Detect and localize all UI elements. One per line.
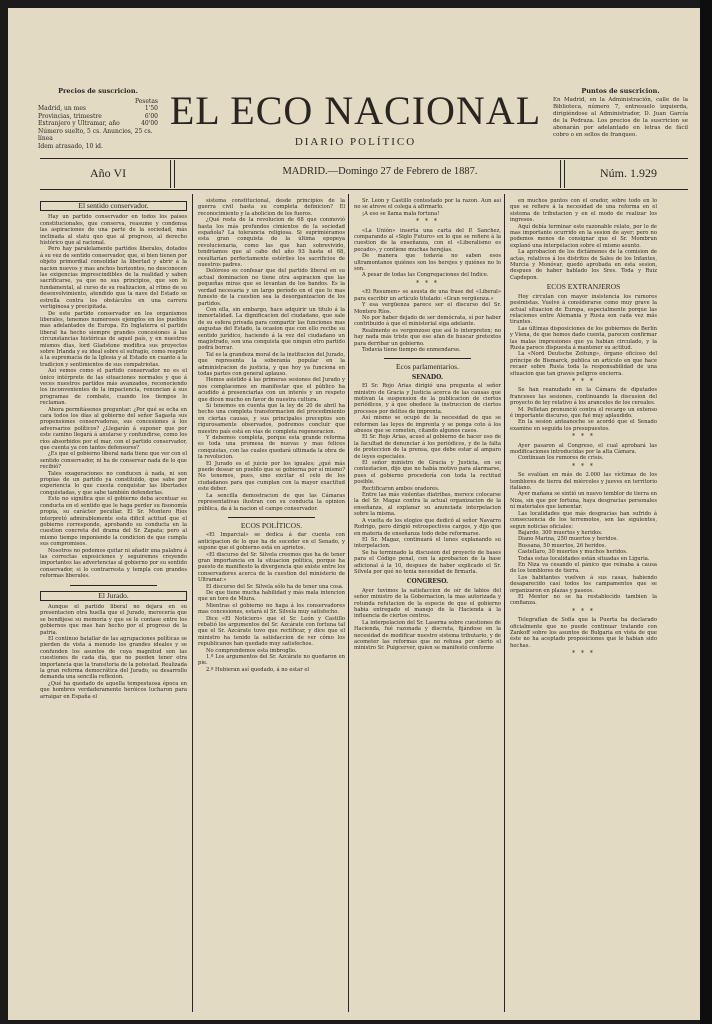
article-paragraph: No comprendemos esta imbroglio.	[206, 647, 297, 654]
asterism-separator: * * *	[572, 462, 595, 470]
article-paragraph: en muchos puntos con el orador, sobre todo en lo que se refiere á la necesidad de una reforma en el sistema de tributacion y en el modo de realizar los ingresos.	[510, 198, 657, 224]
asterism-separator: * * *	[572, 377, 595, 385]
asterism-separator: * * *	[572, 433, 595, 441]
newspaper-page	[8, 8, 700, 1020]
article-paragraph: De manera que todavía no saben esos ultramontanos quiénes son los herejes y quiénes no lo son.	[354, 253, 501, 273]
article-paragraph: Aunque el partido liberal no dejara en su presentacion otra huella que el Jurado, merecería que se bendijese su memoria y que se le contase entre los gobiernos que mas han hecho por el progreso de la patria.	[40, 603, 187, 636]
article-paragraph: 1.º Los argumentos del Sr. Azcárate no quedaron en pie.	[198, 654, 345, 667]
article-paragraph: De este partido conservador en los organismos liberales, tenemos numerosos ejemplos en los pueblos mas adelantados de Europa. En Inglaterra el partido liberal ha hecho siempre grandes concesiones á las circunstancias históricas de aquel país, y en nuestros mismos dias, lord Gladstone modifica sus proyectos sobre Irlanda y su ideal sobre el sufragio, como respeto á la supremacía de la Iglesia y al Estado en cuanto á la tradicion y sentimientos de sus compatriotas.	[40, 310, 187, 368]
article-paragraph: Dolóroso es confesar que del partido liberal en su actual dominacion no tiene otra aspiracion que las pequeñas miras que se levantan de los bandos. Es la verdad necesaria y un largo período en el que lo mas funesto de la cuestion sea la desorganizacion de los partidos.	[198, 268, 345, 307]
article-paragraph: A vuelta de los elogios que dedicó al señor Navarro Rodrigo, pero dirigió retrospectivos cargos, y dijo que en materia de enseñanza todo debe reformarse.	[354, 517, 501, 537]
article-paragraph: Ayer pasaron al Congreso, el cual aprobará las modificaciones introducidas por la alta Cámara.	[510, 442, 657, 456]
article-paragraph: Aquí debía terminar este razonable relato, por lo de mas importante ocurrido en la sesion de ayer; pero no podemos menos de consignar que el Sr. Mombrun explanó una interpelacion sobre el mismo asunto.	[510, 223, 657, 249]
article-paragraph: El Sr. Rojo Arias dirigió una pregunta al señor ministro de Gracia y Justicia acerca de las causas que motivan la suspension de la publicacion de ciertos periódicos, y á que obedece la instruccion de ciertos procesos por delitos de imprenta.	[354, 383, 501, 415]
volume-number: Año VI	[90, 166, 127, 180]
article-paragraph: La sencilla demostracion de que las Cámaras representativas ilustran con su conducta la opinion pública, da á la nacion el campo conservador.	[198, 492, 345, 512]
article-paragraph: De que tiene mucha habilidad y más mala intencion que un toro de Miura.	[198, 589, 345, 603]
article-paragraph: En Niza va cesando el pánico que reinaba á causa de los temblores de tierra.	[510, 561, 657, 575]
subscription-title: Precios de suscricion.	[58, 87, 138, 95]
article-paragraph: Los habitantes vuelven á sus casas, habiendo desaparecido casi todos los campamentos que se organizaron en plazas y paseos.	[510, 574, 657, 594]
price-row: Extranjero y Ultramar, año 40'00	[38, 120, 158, 127]
article-paragraph: Rectificaron ambos oradores.	[362, 485, 440, 492]
article-paragraph: La «Nord Deutsche Zeitung», órgano oficioso del príncipe de Bismarck, publica un artículo en que hace recaer sobre Rusia toda la responsabilidad de una situacion que tan graves peligros encierra.	[510, 351, 657, 377]
bottom-rule	[40, 189, 688, 190]
article-paragraph: Diano Marina, 250 muertos y heridos.	[518, 536, 619, 543]
article-paragraph: Sr. León y Castillo contestado por la razon. Aun así no se atreve el colega á afirmarlo.	[354, 198, 501, 211]
column-3	[354, 198, 501, 1010]
price-row: Provincias, trimestre 6'00	[38, 112, 158, 120]
article-paragraph: Así mismo se ocupó de la necesidad de que se reformen las leyes de imprenta y se ponga coto á los abusos que se cometen, citando algunos casos.	[354, 415, 501, 434]
article-paragraph: Telegrafían de Sofía que la Puerta ha declarado oficialmente que no puede continuar tratando con Zankoff sobre los asuntos de Bulgaria en vista de que éste no ha aceptado proposiciones que le habian sido hechas.	[510, 617, 657, 649]
article-paragraph: 2.º Hubieran así quedado, á no estar el	[206, 666, 310, 673]
article-paragraph: A pesar de todas las Congregaciones del Indice.	[362, 272, 489, 279]
column-4	[510, 198, 657, 1010]
column-divider	[348, 194, 349, 1012]
single-issue-price: Número suelto, 5 cs. Anuncios, 25 cs. línea	[38, 127, 153, 142]
article-paragraph: El continuo batallar de las agrupaciones políticas se pierden de vista á menudo los grandes ideales y se confunden los asuntos de cuya magnitud son las cuestiones de cada día, que no pueden tener otra importancia que la transitoria de la potestad. Realizada la gran reforma democrática del Jurado, su desarrollo demanda una sencilla reflexion.	[40, 636, 187, 681]
article-paragraph: Pero hay paralelamente partidos liberales, dotados á su vez de sentido conservador, que, si bien tienen por objeto primordial consolidar la libertad y abrir á la nacion nuevos y mas anchos horizontes, no desconocen las exigencias imprescindibles de la realidad y saben sacrificarse, ya que no sus principios, que son lo fundamental, al curso de su realizacion, al ritmo de su desenvolvimiento, atendido que la nave del Estado se estrella contra los obstáculos en una carrera vertiginosa y precipitada.	[40, 246, 187, 311]
article-paragraph: ¿Qué ha quedado de aquella tempestuosa época en que hombres verdaderamente heróicos lucharon para arraigar en España el	[40, 680, 187, 700]
section-subheading: SENADO.	[411, 373, 444, 381]
article-paragraph: La aprobacion de los dictámenes de la comision de actas, relativos á los distritos de Sales de los Infantes, Murcia y Monóvar, quedó aprobada en esta sesion, despues de haber hablado los Sres. Toda y Ruiz Capdepon.	[510, 249, 657, 281]
article-paragraph: Ahora permitásenos preguntar: ¿Por qué se echa en cara todos los días al gobierno del señor Sagasta sus propensiones conservadoras, sus concesiones á los adversarios políticos? ¿Llegarán á suponer que por este camino llegará á anularse y confundirse, como los ríos absorbidos por el mar, con el partido conservador, que cuenta ya con tantos defensores?	[40, 406, 187, 452]
asterism-separator: * * *	[416, 218, 439, 226]
article-paragraph: Ayer mañana se sintió un nuevo temblor de tierra en Niza, sin que por fortuna, haya desgracias personales ni materiales que lamentar.	[510, 491, 657, 511]
article-paragraph: No por haber dejado de ser demócrata, sí por haber contribuido á que el ministerial siga adelante.	[354, 314, 501, 328]
article-paragraph: «El discurso del Sr. Silvela creemos que ha de tener gran importancia en la situacion política, porque ha puesto de manifiesto la divergencia que existe entre los conservadores acerca de la cuestion del ministerio de Ultramar.»	[198, 551, 345, 584]
article-paragraph: Y esa vergüenza parece ser el discurso del Sr. Montero Ríos.	[354, 302, 501, 315]
article-headline: El sentido conservador.	[40, 201, 187, 211]
article-paragraph: Las últimas disposiciones de los gobiernos de Berlín y Viena, de que hemos dado cuenta, parecen confirmar las malas impresiones que ya habian circulado, y la Rusia parece dispuesta á mantener su actitud.	[510, 325, 657, 351]
article-paragraph: Nosotros no podemos quitar ni añadir una palabra á las correctas exposiciones y seguiremos creyendo importantes las advertencias al gobierno por su sentido conservador, si lo contrarresta y templa con grandes reformas liberales.	[40, 547, 187, 580]
scan-edge	[700, 0, 712, 1024]
top-rule	[40, 158, 688, 159]
article-paragraph: Mientras el gobierno no haga á los conservadores mas concesiones, estará el Sr. Silvela muy satisfecho.	[198, 602, 345, 616]
article-paragraph: El Sr. Magaz, continuará el lunes explanando su interpelacion.	[354, 536, 501, 550]
column-2	[198, 198, 345, 1010]
article-paragraph: M. Pelletan pronunció contra el recargo un extenso é importante discurso, que fué muy aplaudido.	[510, 406, 657, 419]
back-issue-price: Idem atrasado, 10 id.	[38, 142, 103, 150]
sale-points-title: Puntos de suscricion.	[581, 87, 660, 95]
masthead-subtitle: DIARIO POLÍTICO	[294, 136, 417, 148]
article-paragraph: ¿Qué resta de la revolucion de 68 que conmovió hasta los más profundos cimientos de la sociedad española? La tolerancia religiosa. Si suprimiéramos esta gran conquista de la última epopeya revolucionaria, como las que han sobrevivido, tendríamos que al cabo del año 93 hasta el 68, resultarían perfectamente estériles los sacrificios de nuestros padres.	[198, 217, 345, 269]
article-paragraph: Con ella, sin embargo, hace adquirir un titulo á la inmortalidad. La dignificacion del ciudadano, que sale de su esfera privada para compartir las funciones mas augustas del Estado, la ocasion que con ello recibe su sentido jurídico, haciendo á la vez del ciudadano un magistrado, son una conquista que ningun otro partido podrá borrar.	[198, 306, 345, 352]
article-paragraph: «El Resumen» se asusta de una frase del «Liberal» para escribir un artículo titulado: «Gran vergüenza.»	[354, 289, 501, 302]
section-subheading: CONGRESO.	[406, 578, 449, 586]
article-paragraph: Tal es la grandeza moral de la institucion del Jurado, que representa la soberanía popular en la administracion de justicia, y que hoy ya funciona en todas partes con general aplauso.	[198, 351, 345, 377]
article-paragraph: Se han reanudado en la Cámara de diputados franceses las sesiones, continuando la discusion del proyecto de ley relativo á los aranceles de los cereales.	[510, 387, 657, 407]
article-paragraph: El Mentor no se ha restablecido tambien la confianza.	[510, 593, 657, 607]
price-row: Madrid, un mes 1'50	[38, 105, 158, 112]
article-paragraph: Entre las más violentas diatribas, merece colocarse la del Sr. Magaz contra la actual organizacion de la enseñanza, al explanar su anunciada interpelacion sobre la misma.	[354, 492, 501, 518]
article-paragraph: Todavía tiene tiempo de enmendarse.	[362, 346, 461, 353]
article-paragraph: Esto no significa que el gobierno deba acentuar su conducta en el sentido que le haga perder su fisonomía propia, su carácter peculiar. El Sr. Montero Ríos interpretó admirablemente esta dificil actitud que el gobierno corresponde, aprobando su conducta en la cuestion concreta del drama del Sr. Zapata; pero al mismo tiempo imponiendo la condicion de que cumpla sus compromisos.	[40, 496, 187, 548]
article-paragraph: Hoy circulan con mayor insistencia los rumores pesimistas. Vuelve á considerarse como muy grave la actual situacion de Europa, especialmente porque las relaciones entre Alemania y Rusia son cada vez más tirantes.	[510, 293, 657, 326]
article-headline: El Jurado.	[40, 591, 187, 601]
article-paragraph: sistema constitucional, desde principios de la guerra civil hasta su completa definicion? El reconocimiento y la abolicion de los fueros.	[198, 198, 345, 217]
article-paragraph: Realmente es vergonzoso que así lo interpreten; no hay nada más triste que ese afan de buscar pretextos para derribar un gobierno.	[354, 327, 501, 347]
article-paragraph: «La Unión» inserta una carta del P. Sanchez, comparando al «Siglo Futuro» en lo que se refiere á la cuestion de la enseñanza, con el «Liberalismo es pecado», y contiene muchas herejías.	[354, 227, 501, 253]
asterism-separator: * * *	[572, 607, 595, 615]
article-paragraph: El señor ministro de Gracia y Justicia, en su contestacion, dijo que no había motivo para alarmarse, pues el gobierno procedería con toda la rectitud posible.	[354, 460, 501, 486]
article-paragraph: Castellaro, 30 muertos y muchos heridos.	[518, 549, 628, 556]
dateline	[40, 160, 688, 188]
price-header: Pesetas	[134, 97, 158, 105]
article-paragraph: Se ha terminado la discusion del proyecto de bases para el Código penal, con la aprobacion de la base adicional á la 10, despues de haber explicado el Sr. Silvela por qué no tenia necesidad de firmarla.	[354, 549, 501, 575]
article-paragraph: ¿Es que el gobierno liberal nada tiene que ver con el sentido conservador, ni ha de conservar nada de lo que recibió?	[40, 451, 187, 471]
article-paragraph: ¡A eso se llama mala fortuna!	[362, 210, 440, 217]
issue-number: Núm. 1.929	[600, 166, 657, 180]
article-paragraph: El discurso del Sr. Silvela sólo ha de tener una cosa.	[206, 583, 344, 590]
article-paragraph: Si tenemos en cuenta que la ley de 20 de abril ha hecho una completa transformacion del procedimiento en ciertas causas, y sus principales preceptos son rigurosamente observados, podremos concluir que nuestro país está en vías de completa regeneracion.	[198, 403, 345, 435]
issue-date: MADRID.—Domingo 27 de Febrero de 1887.	[282, 166, 478, 177]
article-paragraph: Bussana, 50 muertos, 26 heridos.	[518, 542, 607, 549]
article-paragraph: Dice «El Noticiero» que el Sr. León y Castillo rebatió los argumentos del Sr. Azcárate con fortuna tal que el Sr. Azcárate tuvo que rectificar, y dice que el ministro ha tenido la satisfaccion de ver cómo los republicanos han quedado muy satisfechos.	[198, 615, 345, 648]
article-paragraph: La interpelacion del Sr. Laserna sobre cuestiones de Hacienda, fué razonada y discreta, fijándose en la necesidad de modificar nuestro sistema tributario, y de acometer las reformas que no rehusa por cierto el ministro Sr. Puigcerver, quien se manifestó conforme	[354, 619, 501, 652]
article-paragraph: Todas estas localidades están situadas en Liguria.	[518, 555, 650, 562]
column-divider	[192, 194, 193, 1012]
article-separator	[384, 358, 471, 359]
article-paragraph: Las localidades que más desgracias han sufrido á consecuencia de los terremotos, son las siguientes, segun noticias oficiales:	[510, 510, 657, 530]
article-paragraph: El Sr. Rojo Arias, acusó al gobierno de hacer uso de la facultad de denunciar á los periódicos, y de la falta de proteccion de la prensa, que debe estar al amparo de leyes especiales.	[354, 434, 501, 460]
article-headline: ECOS POLÍTICOS.	[240, 520, 303, 530]
article-paragraph: Ayer tuvimos la satisfaccion de oír de labios del señor ministro de la Gobernacion, la mas autorizada y rotunda refutacion de la especie de que el gobierno habia entregado el manejo de la Hacienda á la influencia de ciertos centros.	[354, 587, 501, 620]
sale-points	[553, 88, 688, 139]
article-headline: Ecos parlamentarios.	[396, 362, 459, 372]
article-paragraph: El Jurado es el juicio por los iguales; ¿qué más puede desear un pueblo que se gobierna por sí mismo? No tenemos, pues, sino excitar el celo de los ciudadanos para que cumplan con la mayor exactitud este deber.	[198, 460, 345, 493]
article-paragraph: Tales exageraciones no conducen á nada, ni son propias de un partido ya constituido, que sabe por experiencia lo que cuesta conquistar las libertades conquistadas, y que sabe también defenderlas.	[40, 470, 187, 496]
article-paragraph: Se evalúan en más de 2.000 las víctimas de los temblores de tierra del miércoles y jueves en territorio italiano.	[510, 472, 657, 492]
sale-points-text: En Madrid, en la Administración, calle de la Biblioteca, número 7, entresuelo izquierda, dirigiéndose al Administrador, D. Juan García de la Pedraza. Los precios de la suscricion se abonarán por adelantado en letras de fácil cobro o en sellos de franqueo.	[553, 97, 688, 138]
article-paragraph: Bajardo, 300 muertos y heridos.	[518, 529, 603, 536]
article-paragraph: «El Imparcial» se dedica á dar cuenta con anticipacion de lo que ha de suceder en el Senado, y supone que el gobierno está en aprietos.	[198, 532, 345, 552]
asterism-separator: * * *	[572, 650, 595, 658]
article-headline: ECOS EXTRANJEROS	[546, 282, 621, 292]
asterism-separator: * * *	[416, 279, 439, 287]
article-separator	[70, 585, 157, 586]
article-paragraph: En la sesion anteanoche se acordó que el Senado examine en seguida los presupuestos.	[510, 419, 657, 432]
column-divider	[504, 194, 505, 1012]
subscription-prices	[38, 88, 158, 150]
article-paragraph: Continuan los rumores de crisis.	[518, 455, 604, 462]
column-1	[40, 198, 187, 1010]
article-paragraph: Así vemos como el partido conservador no es el único intérprete de las situaciones normales y que á veces nuestros partidos más avanzados, reconociendo los inconvenientes de la impaciencia, renuncian á sus programas de combate, cuando los tiempos lo reclaman.	[40, 368, 187, 407]
masthead-title: EL ECO NACIONAL	[169, 88, 542, 133]
article-paragraph: Hay un partido conservador en todos los países constitucionales, que conserva, reasume y condensa las aspiraciones de una parte de la sociedad, más inclinada al statu quo que al progreso, al derecho histórico que al racional.	[40, 214, 187, 247]
article-paragraph: Y debemos completa, porque esta grande reforma es toda una promesa de nuevas y mas felices conquistas, con las cuales quedará ultimada la obra de la revolucion.	[198, 435, 345, 461]
article-paragraph: Hemos asistido á las primeras sesiones del Jurado y nos complacemos en manifestar que el público ha acudido á presenciarlas con un interés y un respeto que dicen mucho en favor de nuestra cultura.	[198, 377, 345, 403]
article-separator	[228, 517, 315, 518]
